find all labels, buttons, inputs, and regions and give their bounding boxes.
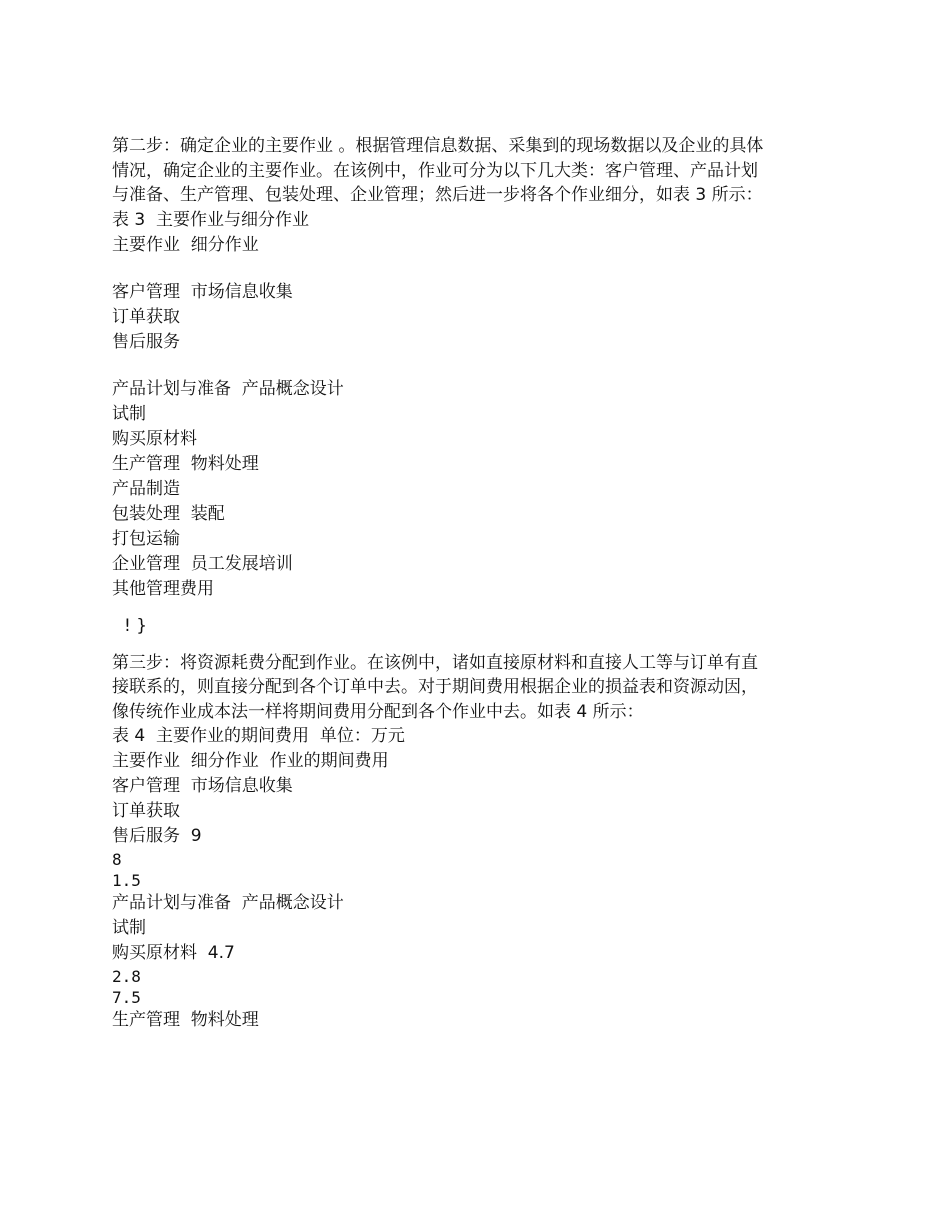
table4-row: 售后服务 9 [112, 826, 202, 846]
table4-row: 产品计划与准备 产品概念设计 [112, 893, 344, 913]
table3-row: 生产管理 物料处理 [112, 453, 259, 474]
stray-brace-text: ! } [124, 615, 148, 636]
table3-row: 售后服务 [112, 331, 180, 352]
spacer [112, 355, 768, 377]
document-page [112, 134, 768, 1033]
table3-row: 产品制造 [112, 478, 180, 499]
table3-row: 客户管理 市场信息收集 [112, 281, 293, 302]
table4-row: 客户管理 市场信息收集 [112, 776, 293, 796]
step3-paragraph: 第三步：将资源耗费分配到作业。在该例中，诸如直接原材料和直接人工等与订单有直接联系的，则直接分配到各个订单中去。对于期间费用根据企业的损益表和资源动因，像传统作业成本法一样将期间费用分配到各个作业中去。如表 4 所示： [112, 652, 758, 722]
table3-header: 主要作业 细分作业 [112, 234, 259, 255]
table3-row: 订单获取 [112, 306, 180, 327]
table4-value: 7.5 [112, 988, 141, 1007]
table4-value: 1.5 [112, 871, 141, 890]
spacer [112, 258, 768, 280]
table4-row: 订单获取 [112, 801, 180, 821]
table3-row: 购买原材料 [112, 428, 197, 449]
table3-row: 打包运输 [112, 528, 180, 549]
table3-row: 企业管理 员工发展培训 [112, 553, 293, 574]
table3-row: 其他管理费用 [112, 578, 214, 599]
table4-row: 购买原材料 4.7 [112, 943, 235, 963]
table3-caption: 表 3 主要作业与细分作业 [112, 209, 310, 230]
table4-value: 2.8 [112, 967, 141, 986]
table3-row: 包装处理 装配 [112, 503, 225, 524]
table3-row: 产品计划与准备 产品概念设计 [112, 378, 344, 399]
table3-row: 试制 [112, 403, 146, 424]
step2-paragraph: 第二步：确定企业的主要作业 。根据管理信息数据、采集到的现场数据以及企业的具体情况，确定企业的主要作业。在该例中，作业可分为以下几大类：客户管理、产品计划与准备、生产管理、包装处理、企业管理；然后进一步将各个作业细分，如表 3 所示： [112, 136, 764, 205]
table4-caption: 表 4 主要作业的期间费用 单位：万元 [112, 726, 405, 746]
spacer [112, 639, 768, 651]
table4-value: 8 [112, 850, 122, 869]
spacer [112, 602, 768, 614]
table4-row: 试制 [112, 918, 146, 938]
table4-header: 主要作业 细分作业 作业的期间费用 [112, 751, 389, 771]
table4-row: 生产管理 物料处理 [112, 1010, 259, 1030]
